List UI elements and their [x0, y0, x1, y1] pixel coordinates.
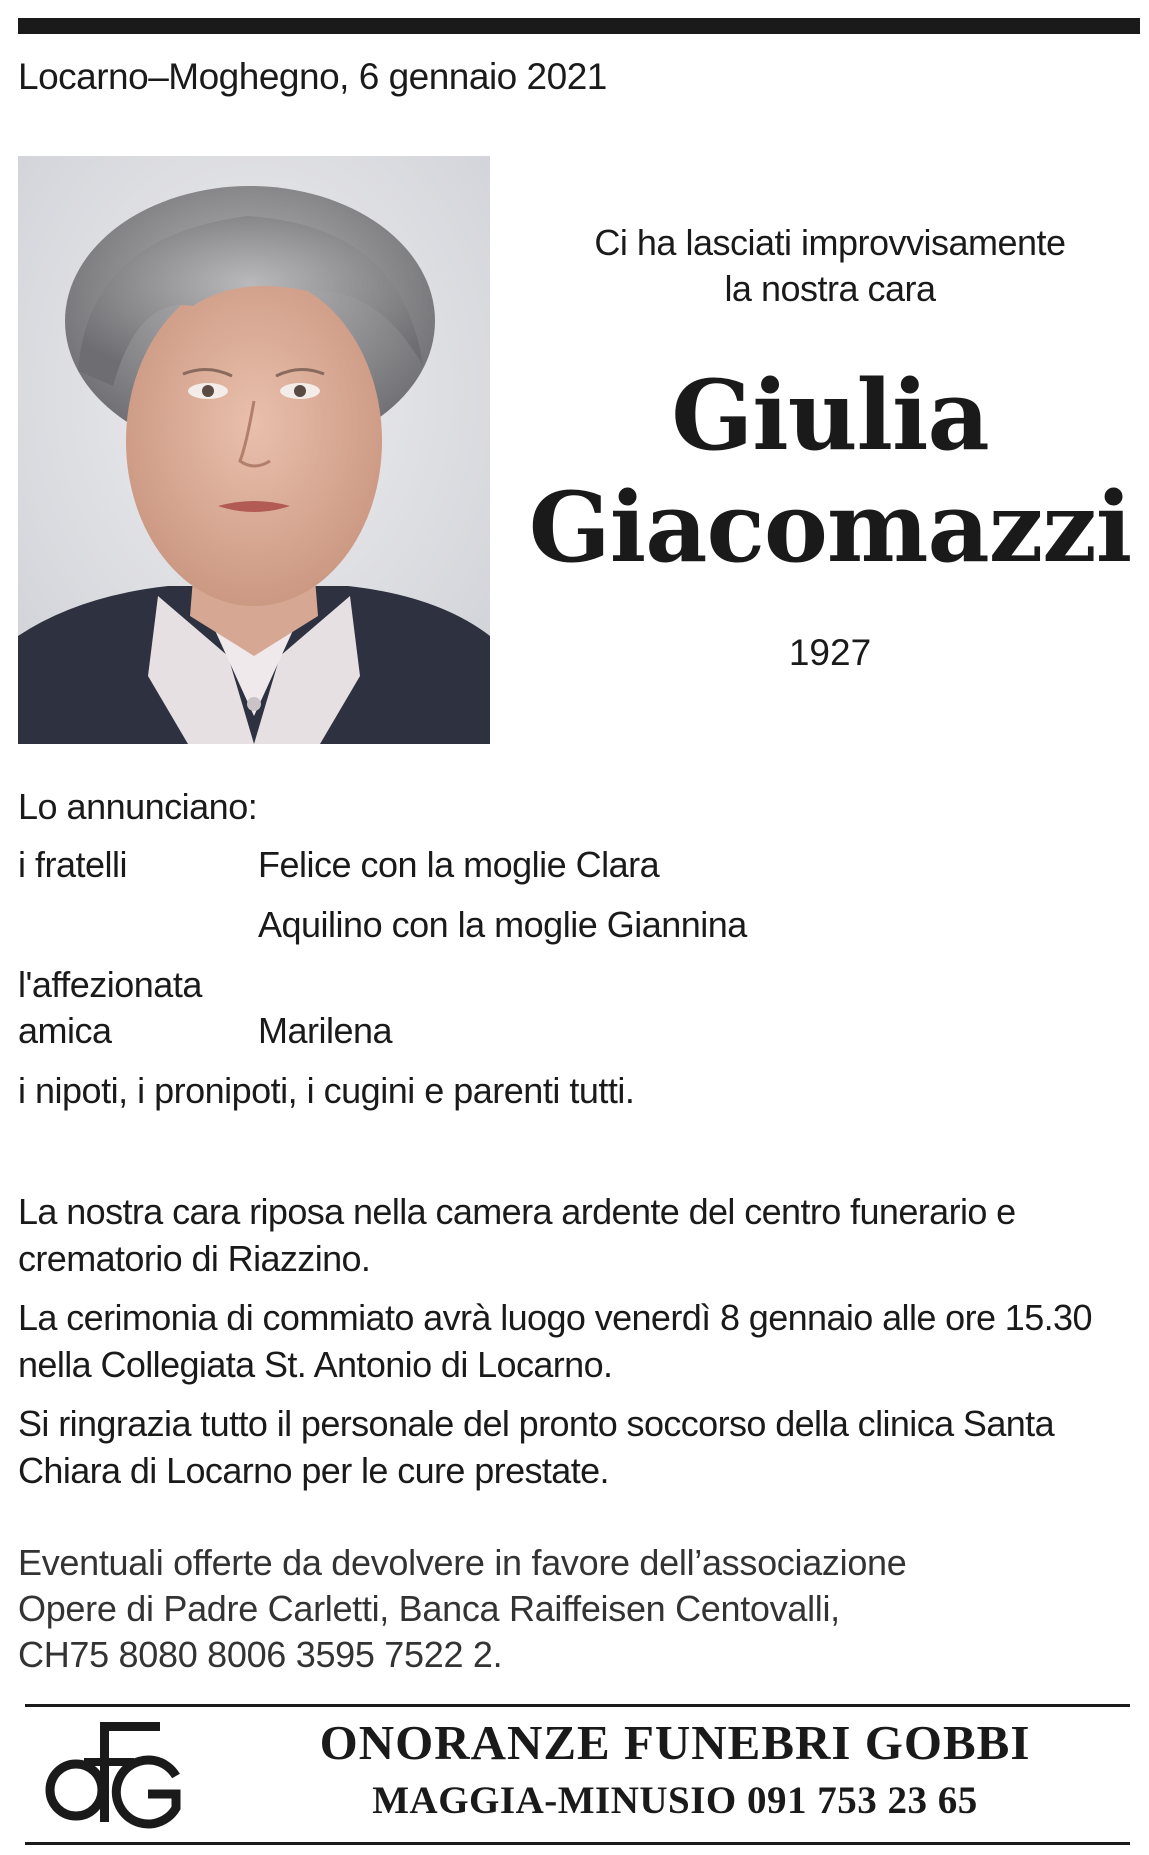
headline-line-2: la nostra cara: [724, 268, 936, 309]
top-rule: [18, 18, 1140, 34]
offerings-note: [18, 1540, 1128, 1678]
relation-label: amica: [18, 1010, 112, 1051]
relation-names: Marilena: [258, 1010, 393, 1051]
funeral-home-logo: [44, 1718, 186, 1830]
company-contact: MAGGIA-MINUSIO 091 753 23 65: [372, 1779, 978, 1822]
notice-paragraphs: [18, 1188, 1133, 1506]
footer-bottom-rule: [25, 1842, 1130, 1845]
relation-label: l'affezionata: [18, 964, 202, 1005]
relation-names: Felice con la moglie Clara: [258, 844, 660, 885]
birth-year: 1927: [788, 632, 872, 673]
offerings-line-3: CH75 8080 8006 3595 7522 2.: [18, 1634, 503, 1675]
last-name: Giacomazzi: [528, 471, 1132, 584]
announcers-heading: Lo annunciano:: [18, 786, 258, 827]
paragraph-thanks: Si ringrazia tutto il personale del pronto soccorso della clinica Santa Chiara di Locarno per le cure prestate.: [18, 1403, 1054, 1491]
place-date: Locarno–Moghegno, 6 gennaio 2021: [18, 56, 607, 97]
headline: [530, 220, 1130, 312]
headline-line-1: Ci ha lasciati improvvisamente: [594, 222, 1066, 263]
company-name: ONORANZE FUNEBRI GOBBI: [319, 1715, 1031, 1770]
relation-names: Aquilino con la moglie Giannina: [258, 904, 747, 945]
footer-top-rule: [25, 1704, 1130, 1707]
announcers-closing: i nipoti, i pronipoti, i cugini e parenti tutti.: [18, 1070, 635, 1111]
offerings-line-1: Eventuali offerte da devolvere in favore dell’associazione: [18, 1542, 907, 1583]
paragraph-ceremony: La cerimonia di commiato avrà luogo venerdì 8 gennaio alle ore 15.30 nella Collegiata St. Antonio di Locarno.: [18, 1297, 1092, 1385]
paragraph-resting: La nostra cara riposa nella camera ardente del centro funerario e crematorio di Riazzino.: [18, 1191, 1016, 1279]
offerings-line-2: Opere di Padre Carletti, Banca Raiffeisen Centovalli,: [18, 1588, 840, 1629]
deceased-name: [520, 360, 1140, 584]
portrait-photo: [18, 156, 490, 744]
first-name: Giulia: [671, 359, 989, 472]
relation-label: i fratelli: [18, 844, 128, 885]
